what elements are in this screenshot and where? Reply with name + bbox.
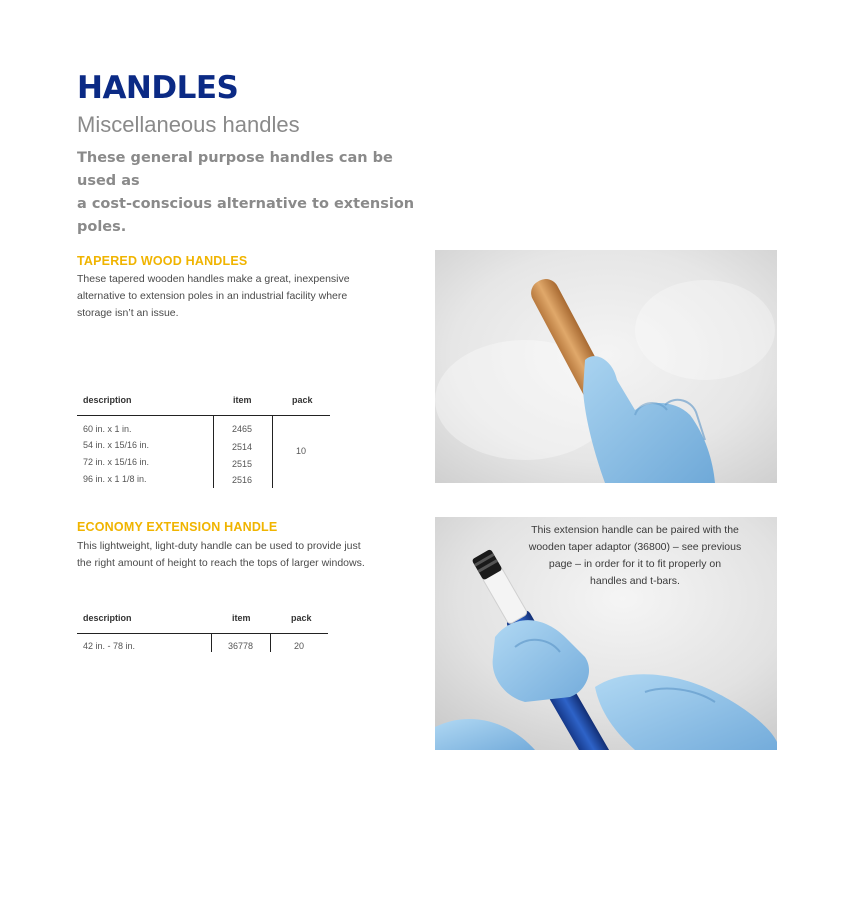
- body-line: the right amount of height to reach the tops of larger windows.: [77, 557, 365, 569]
- intro-line: a cost-conscious alternative to extension poles.: [77, 196, 415, 235]
- table-cell-item: 2516: [232, 475, 253, 485]
- table-divider: [213, 415, 214, 488]
- section-body-economy-extension: [77, 538, 377, 572]
- table-header-pack: pack: [291, 613, 312, 623]
- caption-line: handles and t-bars.: [590, 575, 680, 587]
- page-subtitle: Miscellaneous handles: [77, 112, 300, 137]
- table-cell-item: 2514: [232, 442, 253, 452]
- section-heading-economy-extension: ECONOMY EXTENSION HANDLE: [77, 520, 278, 534]
- intro-text: [77, 147, 437, 239]
- caption-line: This extension handle can be paired with the: [531, 524, 739, 536]
- table-divider: [272, 415, 273, 488]
- table-header-item: item: [233, 395, 252, 405]
- section-body-tapered-wood: [77, 271, 377, 322]
- table-cell-item: 36778: [228, 641, 254, 651]
- photo-caption: [500, 522, 770, 590]
- body-line: These tapered wooden handles make a great, inexpensive: [77, 273, 350, 285]
- body-line: alternative to extension poles in an industrial facility where: [77, 290, 348, 302]
- table-cell-description: 96 in. x 1 1/8 in.: [83, 474, 147, 484]
- section-heading-tapered-wood: TAPERED WOOD HANDLES: [77, 254, 248, 268]
- table-cell-pack: 10: [296, 446, 307, 456]
- table-header-description: description: [83, 613, 132, 623]
- table-cell-item: 2465: [232, 424, 253, 434]
- body-line: This lightweight, light-duty handle can be used to provide just: [77, 540, 361, 552]
- body-line: storage isn’t an issue.: [77, 307, 179, 319]
- tapered-wood-table: [77, 392, 330, 488]
- table-cell-description: 42 in. - 78 in.: [83, 641, 136, 651]
- table-cell-item: 2515: [232, 459, 253, 469]
- table-header-pack: pack: [292, 395, 313, 405]
- table-cell-description: 54 in. x 15/16 in.: [83, 440, 150, 450]
- table-divider: [211, 633, 212, 652]
- table-rule: [77, 415, 330, 416]
- table-cell-description: 72 in. x 15/16 in.: [83, 457, 150, 467]
- table-cell-description: 60 in. x 1 in.: [83, 424, 132, 434]
- intro-line: These general purpose handles can be used as: [77, 150, 393, 189]
- economy-extension-table: [77, 610, 330, 652]
- table-divider: [270, 633, 271, 652]
- page-title: HANDLES: [77, 70, 239, 106]
- table-header-item: item: [232, 613, 251, 623]
- photo-tapered-wood-handle: [435, 250, 777, 483]
- caption-line: wooden taper adaptor (36800) – see previous: [528, 541, 742, 553]
- caption-line: page – in order for it to fit properly on: [548, 558, 722, 570]
- table-cell-pack: 20: [294, 641, 305, 651]
- table-header-description: description: [83, 395, 132, 405]
- table-rule: [77, 633, 328, 634]
